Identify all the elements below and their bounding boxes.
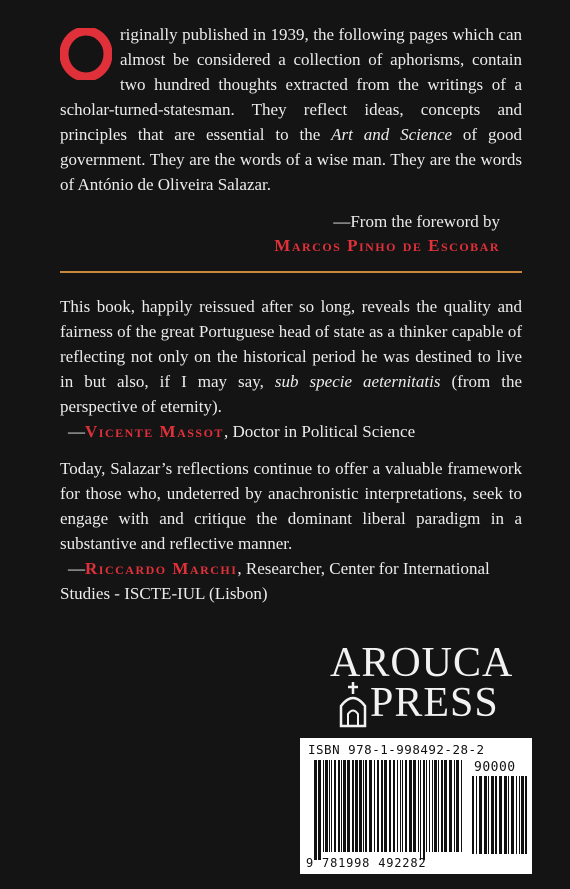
quote2-author: Riccardo Marchi	[85, 559, 238, 578]
barcode-bar	[484, 776, 487, 854]
quote-massot	[60, 294, 522, 444]
foreword-italic: Art and Science	[331, 125, 453, 144]
barcode-bar	[426, 760, 427, 852]
barcode-bar	[504, 776, 507, 854]
publisher-name-line1: AROUCA	[330, 640, 514, 686]
barcode-bar	[449, 760, 452, 852]
barcode-bar	[397, 760, 398, 852]
barcode-bar	[454, 760, 455, 852]
barcode-bar	[347, 760, 350, 852]
barcode-bar	[508, 776, 509, 854]
barcode-bar	[314, 760, 317, 860]
barcode-bar	[352, 760, 354, 852]
dropcap-o-icon	[60, 28, 112, 80]
barcode-bar	[456, 760, 459, 852]
barcode-bar	[519, 776, 520, 854]
publisher-logo	[330, 640, 514, 732]
barcode-bar	[521, 776, 524, 854]
barcode-bar	[423, 760, 425, 860]
quote1-text-1: This book, happily reissued after so long, reveals the quality and fairness of the great Portuguese head of state as a thinker capable of reflecting not only on the historical period he was destined to live in but also, if I may say,	[60, 297, 522, 391]
foreword-paragraph	[60, 22, 522, 197]
barcode-bar	[499, 776, 502, 854]
barcode-bar	[318, 760, 321, 860]
barcode-bar	[420, 760, 421, 860]
barcode-bar	[441, 760, 443, 852]
divider-rule	[60, 271, 522, 273]
barcode-bar	[409, 760, 412, 852]
quote-marchi	[60, 456, 522, 606]
barcode-bar	[363, 760, 364, 852]
barcode-bar	[434, 760, 437, 852]
foreword-text-1: riginally published in 1939, the following pages which can almost be considered a collection of aphorisms, contain two hundred thoughts extracted from the writings of a scholar-turned-statesman. They reflect ideas, concepts and principles that are essential to the	[60, 25, 522, 144]
barcode-bar	[329, 760, 330, 852]
ean-barcode-bars	[314, 760, 464, 860]
quote1-author: Vicente Massot	[85, 422, 224, 441]
barcode-bar	[432, 760, 433, 852]
barcode-bar	[444, 760, 447, 852]
foreword-attribution-prefix: —From the foreword by	[333, 212, 500, 231]
barcode-bar	[325, 760, 328, 852]
barcode-bar	[374, 760, 375, 852]
quote1-role: , Doctor in Political Science	[223, 422, 416, 441]
barcode-bar	[438, 760, 439, 852]
ean-digits: 9 781998 492282	[306, 856, 427, 870]
foreword-attribution	[60, 210, 500, 258]
barcode-bar	[384, 760, 387, 852]
barcode-bar	[525, 776, 527, 854]
barcode-bar	[355, 760, 358, 852]
barcode-bar	[488, 776, 489, 854]
barcode-bar	[402, 760, 403, 852]
quote2-role: , Researcher, Center for International Studies - ISCTE-IUL (Lisbon)	[60, 559, 490, 603]
quote1-text-2: (from the perspective of eternity).	[60, 372, 523, 416]
church-icon	[338, 682, 368, 728]
barcode-bar	[359, 760, 362, 852]
barcode-bar	[461, 760, 462, 852]
barcode-bar	[365, 760, 367, 852]
barcode-bar	[516, 776, 517, 854]
barcode-bar	[418, 760, 419, 852]
barcode-bar	[334, 760, 336, 852]
barcode-bar	[323, 760, 324, 852]
dropcap	[60, 28, 112, 80]
isbn-number: ISBN 978-1-998492-28-2	[308, 742, 485, 757]
barcode-bar	[400, 760, 401, 852]
barcode-bar	[511, 776, 514, 854]
barcode-bar	[341, 760, 342, 852]
barcode-bar	[331, 760, 332, 852]
isbn-barcode	[300, 738, 532, 874]
barcode-bar	[476, 776, 477, 854]
barcode-bar	[389, 760, 391, 852]
barcode-bar	[393, 760, 395, 852]
quote1-attribution	[60, 419, 522, 444]
quote2-text: Today, Salazar’s reflections continue to offer a valuable framework for those who, undeterred by anachronistic interpretations, seek to engage with and critique the dominant liberal paradigm in a substantive and reflective manner.	[60, 459, 522, 553]
quote2-attribution	[60, 556, 522, 606]
publisher-name-line2: PRESS	[370, 680, 499, 726]
foreword-author: Marcos Pinho de Escobar	[274, 236, 500, 255]
addon-barcode-bars	[472, 776, 528, 856]
quote1-dash: —	[68, 422, 85, 441]
barcode-bar	[343, 760, 346, 852]
barcode-bar	[491, 776, 494, 854]
barcode-bar	[369, 760, 372, 852]
barcode-bar	[338, 760, 340, 852]
quote1-italic: sub specie aeternitatis	[274, 372, 441, 391]
barcode-bar	[429, 760, 430, 852]
barcode-bar	[377, 760, 379, 852]
foreword-text-2: of good government. They are the words of a wise man. They are the words of António de Oliveira Salazar.	[60, 125, 522, 194]
barcode-bar	[472, 776, 474, 854]
barcode-bar	[381, 760, 383, 852]
barcode-bar	[413, 760, 416, 852]
quote2-dash: —	[68, 559, 85, 578]
barcode-bar	[405, 760, 407, 852]
price-code: 90000	[474, 760, 516, 775]
barcode-bar	[495, 776, 497, 854]
barcode-bar	[479, 776, 482, 854]
